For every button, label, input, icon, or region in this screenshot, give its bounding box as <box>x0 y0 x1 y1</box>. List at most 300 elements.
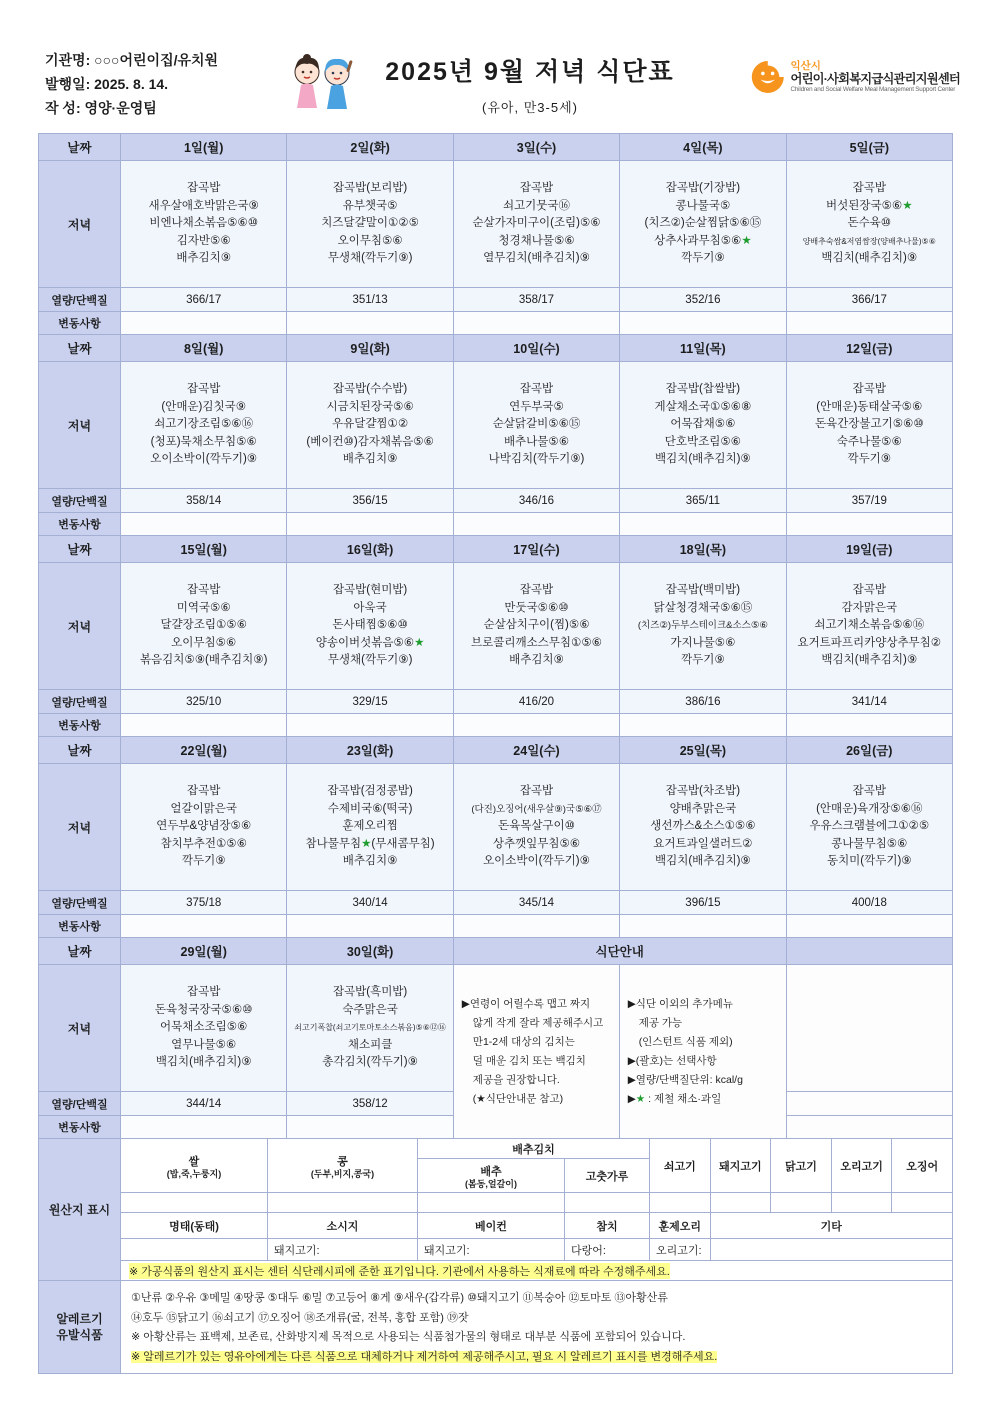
menu-line: 요거트과일샐러드② <box>653 837 753 850</box>
guide-note-line: 제공 가능 <box>638 1016 683 1029</box>
dinner-menu-cell <box>287 563 453 690</box>
change-value-cell <box>121 1116 287 1139</box>
seasonal-star-icon: ★ <box>902 199 913 212</box>
page-title: 2025년 9월 저녁 식단표 <box>385 58 675 86</box>
menu-line: 훈제오리찜 <box>342 820 398 833</box>
menu-line: 잡곡밥 <box>187 785 221 798</box>
guide-note-line: (★식단안내문 참고) <box>472 1092 564 1105</box>
dinner-menu-cell <box>121 362 287 489</box>
menu-line: 잡곡밥(흑미밥) <box>332 986 408 999</box>
dinner-menu-cell <box>454 764 620 891</box>
guide-note-line: ▶(괄호)는 선택사항 <box>627 1054 717 1067</box>
menu-line: 어묵채소조림⑤⑥ <box>160 1021 248 1034</box>
dinner-menu-cell <box>121 161 287 288</box>
origin-header-cell: 훈제오리 <box>650 1213 711 1239</box>
kcal-value-cell: 351/13 <box>287 288 453 312</box>
menu-line: 오이소박이(깍두기)⑨ <box>150 453 258 466</box>
origin-input-cell <box>832 1193 893 1213</box>
kcal-value-cell: 341/14 <box>787 690 953 714</box>
date-header-cell: 16일(화) <box>287 536 453 563</box>
menu-line: 잡곡밥 <box>852 182 886 195</box>
empty-cell <box>787 1092 953 1116</box>
menu-line: 잡곡밥 <box>187 986 221 999</box>
menu-line: 백김치(배추김치)⑨ <box>655 855 751 868</box>
change-value-cell <box>454 513 620 536</box>
menu-line: 어묵잡채⑤⑥ <box>670 418 736 431</box>
change-value-cell <box>121 312 287 335</box>
dinner-row-label: 저녁 <box>39 764 121 891</box>
menu-line: 얼갈이맑은국 <box>170 802 238 815</box>
menu-line: 깍두기⑨ <box>181 855 226 868</box>
origin-input-cell <box>268 1193 418 1213</box>
menu-line: 배추김치⑨ <box>342 855 398 868</box>
menu-line: 순살삼치구이(찜)⑤⑥ <box>483 619 590 632</box>
meal-table <box>38 133 953 1374</box>
menu-line: 브로콜리깨소스무침①⑤⑥ <box>471 636 602 649</box>
origin-header-cell: 명태(동태) <box>121 1213 268 1239</box>
origin-input-cell <box>121 1193 268 1213</box>
kcal-value-cell: 346/16 <box>454 489 620 513</box>
dinner-menu-cell <box>454 362 620 489</box>
kcal-value-cell: 375/18 <box>121 891 287 915</box>
menu-line: 숙주나물⑤⑥ <box>836 435 902 448</box>
week-block <box>39 536 953 737</box>
date-header-cell: 17일(수) <box>454 536 620 563</box>
menu-line: 백김치(배추김치)⑨ <box>655 453 751 466</box>
menu-line: 잡곡밥 <box>187 182 221 195</box>
kcal-value-cell: 366/17 <box>787 288 953 312</box>
guide-note-line: ▶열량/단백질단위: kcal/g <box>627 1073 743 1086</box>
allergy-line: ※ 아황산류는 표백제, 보존료, 산화방지제 목적으로 사용되는 식품첨가물의 형태로 대부분 식품에 포함되어 있습니다. <box>131 1331 686 1343</box>
children-illustration-svg <box>287 52 359 110</box>
dinner-menu-cell <box>620 362 786 489</box>
dinner-menu-cell <box>287 965 453 1092</box>
date-header-cell: 10일(수) <box>454 335 620 362</box>
menu-line: 잡곡밥 <box>187 584 221 597</box>
dinner-row-label: 저녁 <box>39 362 121 489</box>
kcal-value-cell: 345/14 <box>454 891 620 915</box>
dinner-menu-cell <box>787 563 953 690</box>
dinner-menu-cell <box>787 362 953 489</box>
menu-line: 양배추맑은국 <box>669 802 737 815</box>
center-logo <box>750 57 960 97</box>
menu-line: 무생채(깍두기⑨) <box>327 654 413 667</box>
menu-line: 돈수육⑩ <box>847 217 892 230</box>
date-header-cell: 4일(목) <box>620 134 786 161</box>
menu-line: 생선까스&소스①⑤⑥ <box>650 820 756 833</box>
origin-header-subtext: (밥,죽,누룽지) <box>166 1168 222 1179</box>
origin-header-cell: 오리고기 <box>832 1139 893 1193</box>
change-value-cell <box>121 714 287 737</box>
dinner-menu-cell <box>620 764 786 891</box>
dinner-menu-cell <box>121 563 287 690</box>
menu-line: 아욱국 <box>353 601 387 614</box>
menu-line: 잡곡밥 <box>852 584 886 597</box>
menu-line: 총각김치(깍두기)⑨ <box>322 1056 418 1069</box>
kcal-row-label: 열량/단백질 <box>39 288 121 312</box>
week-block <box>39 737 953 938</box>
origin-header-subtext: (봄동,얼갈이) <box>465 1178 517 1189</box>
change-value-cell <box>287 513 453 536</box>
change-value-cell <box>121 513 287 536</box>
menu-line: 청경채나물⑤⑥ <box>498 234 575 247</box>
menu-line: 참나물무침★(무새콤무침) <box>305 837 435 850</box>
kcal-value-cell: 356/15 <box>287 489 453 513</box>
menu-line: 오이소박이(깍두기)⑨ <box>483 855 590 868</box>
origin-value-cell: 돼지고기: <box>268 1239 418 1261</box>
menu-line: 배추나물⑤⑥ <box>503 435 570 448</box>
origin-header-cell: 오징어 <box>892 1139 953 1193</box>
menu-line: 가지나물⑤⑥ <box>670 636 736 649</box>
date-row-label: 날짜 <box>39 335 121 362</box>
guide-note-line: ▶연령이 어릴수록 맵고 짜지 <box>461 997 591 1010</box>
allergy-section <box>39 1281 953 1374</box>
menu-line: 돈육간장불고기⑤⑥⑩ <box>814 418 924 431</box>
menu-line: 오이무침⑤⑥ <box>171 636 237 649</box>
allergy-line <box>131 1348 948 1368</box>
date-header-cell: 22일(월) <box>121 737 287 764</box>
menu-line: (치즈②)두부스테이크&소스⑤⑥ <box>637 620 768 632</box>
origin-header-cell: 배추 (봄동,얼갈이) <box>418 1159 565 1193</box>
kcal-value-cell: 400/18 <box>787 891 953 915</box>
menu-line: 동치미(깍두기)⑨ <box>826 855 912 868</box>
week-block <box>39 938 953 1139</box>
date-header-cell: 8일(월) <box>121 335 287 362</box>
date-header-cell: 1일(월) <box>121 134 287 161</box>
kcal-row-label: 열량/단백질 <box>39 489 121 513</box>
dinner-row-label: 저녁 <box>39 965 121 1092</box>
change-value-cell <box>121 915 287 938</box>
logo-text <box>791 60 960 93</box>
change-value-cell <box>787 714 953 737</box>
menu-line: 볶음김치⑤⑨(배추김치⑨) <box>139 654 268 667</box>
menu-line: 깍두기⑨ <box>847 453 892 466</box>
origin-note-cell <box>121 1261 953 1281</box>
empty-cell <box>787 965 953 1092</box>
change-value-cell <box>287 312 453 335</box>
page-subtitle: (유아, 만3-5세) <box>482 100 578 115</box>
menu-line: 잡곡밥 <box>519 383 554 396</box>
guide-note-line: ▶★ : 제철 채소·과일 <box>627 1092 722 1105</box>
menu-line: (청포)묵채소무침⑤⑥ <box>150 435 257 448</box>
menu-line: 잡곡밥(보리밥) <box>332 182 408 195</box>
date-header-cell: 30일(화) <box>287 938 453 965</box>
guide-note-line: ▶식단 이외의 추가메뉴 <box>627 997 733 1010</box>
menu-line: 콩나물무침⑤⑥ <box>831 837 908 850</box>
origin-header-cell: 고춧가루 <box>565 1159 650 1193</box>
allergy-line: ⑭호두 ⑮닭고기 ⑯쇠고기 ⑰오징어 ⑱조개류(굴, 전복, 홍합 포함) ⑲잣 <box>131 1311 469 1324</box>
dinner-menu-cell <box>787 161 953 288</box>
menu-line: 우유달걀찜①② <box>332 418 409 431</box>
origin-input-cell <box>565 1193 650 1213</box>
change-value-cell <box>620 714 786 737</box>
change-value-cell <box>454 714 620 737</box>
menu-line: (다진)오징어(새우살⑨)국⑤⑥⑰ <box>471 803 602 815</box>
date-header-cell: 25일(목) <box>620 737 786 764</box>
menu-line: 잡곡밥(백미밥) <box>665 584 741 597</box>
week-block <box>39 335 953 536</box>
guide-note-line: 않게 작게 잘라 제공해주시고 <box>472 1016 604 1029</box>
origin-label-text: 원산지 표시 <box>48 1202 111 1217</box>
origin-header-cell: 소시지 <box>268 1213 418 1239</box>
date-header-cell: 18일(목) <box>620 536 786 563</box>
menu-line: 잡곡밥 <box>852 785 886 798</box>
allergy-label <box>39 1281 121 1374</box>
dinner-row-label: 저녁 <box>39 563 121 690</box>
origin-value-cell: 다랑어: <box>565 1239 650 1261</box>
menu-line: 달걀장조림①⑤⑥ <box>160 619 247 632</box>
author-line: 작 성: 영양·운영팀 <box>45 100 157 116</box>
origin-header-cell: 베이컨 <box>418 1213 565 1239</box>
menu-line: 상추사과무침⑤⑥★ <box>654 234 752 247</box>
date-row-label: 날짜 <box>39 134 121 161</box>
menu-line: (베이컨⑩)감자채볶음⑤⑥ <box>306 435 434 448</box>
kcal-row-label: 열량/단백질 <box>39 891 121 915</box>
menu-line: 깍두기⑨ <box>681 654 725 667</box>
menu-line: 양송이버섯볶음⑤⑥★ <box>315 636 425 649</box>
empty-header-cell <box>787 938 953 965</box>
dinner-menu-cell <box>287 161 453 288</box>
publisher-info <box>45 48 218 120</box>
guide-note-line: 만1-2세 대상의 김치는 <box>472 1035 575 1048</box>
kcal-value-cell: 366/17 <box>121 288 287 312</box>
menu-line: 돈육청국장국⑤⑥⑩ <box>154 1003 253 1016</box>
guide-notes-cell <box>454 965 787 1139</box>
menu-line: 수제비국⑥(떡국) <box>327 802 413 815</box>
origin-kimchi-header-cell: 배추김치 <box>418 1139 650 1159</box>
menu-line: 감자맑은국 <box>841 601 898 614</box>
change-value-cell <box>454 312 620 335</box>
dinner-menu-cell <box>454 563 620 690</box>
menu-line: 열무김치(배추김치)⑨ <box>483 252 590 265</box>
origin-value-cell <box>121 1239 268 1261</box>
origin-table <box>121 1139 953 1281</box>
menu-line: 참치부추전①⑤⑥ <box>160 837 247 850</box>
menu-line: 잡곡밥 <box>519 182 554 195</box>
kcal-value-cell: 358/17 <box>454 288 620 312</box>
dinner-menu-cell <box>287 764 453 891</box>
allergy-content <box>121 1281 953 1374</box>
change-value-cell <box>287 915 453 938</box>
allergy-highlight-note: ※ 알레르기가 있는 영유아에게는 다른 식품으로 대체하거나 제거하여 제공해주시고, 필요 시 알레르기 표시를 변경해주세요. <box>131 1350 718 1363</box>
seasonal-star-icon: ★ <box>361 837 372 850</box>
kcal-value-cell: 365/11 <box>620 489 786 513</box>
origin-label <box>39 1139 121 1281</box>
kcal-row-label: 열량/단백질 <box>39 1092 121 1116</box>
menu-line: 시금치된장국⑤⑥ <box>326 400 414 413</box>
menu-line: 나박김치(깍두기⑨) <box>488 453 585 466</box>
kcal-value-cell: 416/20 <box>454 690 620 714</box>
kcal-value-cell: 340/14 <box>287 891 453 915</box>
smiley-logo-icon <box>750 57 786 97</box>
origin-header-cell: 기타 <box>711 1213 953 1239</box>
kcal-value-cell: 352/16 <box>620 288 786 312</box>
change-value-cell <box>787 513 953 536</box>
change-row-label: 변동사항 <box>39 714 121 737</box>
logo-city: 익산시 <box>790 60 821 73</box>
menu-line: 잡곡밥(수수밥) <box>332 383 408 396</box>
dinner-menu-cell <box>121 965 287 1092</box>
origin-section <box>39 1139 953 1281</box>
menu-line: 유부챗국⑤ <box>342 199 398 212</box>
dinner-menu-cell <box>287 362 453 489</box>
menu-line: 무생채(깍두기⑨) <box>327 252 413 265</box>
date-header-cell: 26일(금) <box>787 737 953 764</box>
kcal-value-cell: 357/19 <box>787 489 953 513</box>
kcal-row-label: 열량/단백질 <box>39 690 121 714</box>
menu-line: 잡곡밥(기장밥) <box>665 182 741 195</box>
menu-line: 배추김치⑨ <box>176 252 232 265</box>
menu-line: 돈육목살구이⑩ <box>498 820 575 833</box>
menu-line: 쇠고기장조림⑤⑥⑯ <box>154 418 254 431</box>
logo-english-name: Children and Social Welfare Meal Management Support Center <box>790 86 956 94</box>
publish-date-line: 발행일: 2025. 8. 14. <box>45 76 169 92</box>
menu-line: 치즈달걀말이①②⑤ <box>321 217 419 230</box>
date-header-cell: 23일(화) <box>287 737 453 764</box>
origin-input-cell <box>418 1193 565 1213</box>
change-value-cell <box>787 312 953 335</box>
origin-header-cell: 쇠고기 <box>650 1139 711 1193</box>
change-row-label: 변동사항 <box>39 513 121 536</box>
kcal-value-cell: 325/10 <box>121 690 287 714</box>
dinner-menu-cell <box>121 764 287 891</box>
seasonal-star-icon: ★ <box>414 636 425 649</box>
origin-header-cell: 닭고기 <box>771 1139 832 1193</box>
menu-line: 오이무침⑤⑥ <box>337 234 403 247</box>
change-value-cell <box>287 1116 453 1139</box>
menu-line: 게살채소국①⑤⑥⑧ <box>654 400 752 413</box>
guide-note-line: 제공을 권장합니다. <box>472 1073 560 1086</box>
kcal-value-cell: 358/14 <box>121 489 287 513</box>
origin-header-cell: 돼지고기 <box>711 1139 772 1193</box>
date-header-cell: 9일(화) <box>287 335 453 362</box>
children-illustration <box>287 52 359 115</box>
menu-line: 잡곡밥(검정콩밥) <box>327 785 413 798</box>
change-row-label: 변동사항 <box>39 1116 121 1139</box>
menu-line: 채소피클 <box>347 1038 393 1051</box>
menu-line: 순살가자미구이(조림)⑤⑥ <box>472 217 601 230</box>
menu-line: 상추깻잎무침⑤⑥ <box>492 837 581 850</box>
menu-line: 배추김치⑨ <box>509 654 564 667</box>
weeks-container <box>39 134 953 1139</box>
dinner-menu-cell <box>620 563 786 690</box>
menu-line: 잡곡밥(찹쌀밥) <box>665 383 741 396</box>
date-row-label: 날짜 <box>39 536 121 563</box>
menu-line: 양배추숙쌈&저염쌈장(양배추나물)⑤⑥ <box>802 236 936 246</box>
origin-input-cell <box>771 1193 832 1213</box>
change-value-cell <box>287 714 453 737</box>
menu-line: 잡곡밥 <box>852 383 886 396</box>
origin-input-cell <box>650 1193 711 1213</box>
menu-line: 김자반⑤⑥ <box>176 234 231 247</box>
menu-line: 열무나물⑤⑥ <box>171 1038 237 1051</box>
seasonal-star-icon: ★ <box>741 234 752 247</box>
origin-header-cell: 참치 <box>565 1213 650 1239</box>
date-header-cell: 29일(월) <box>121 938 287 965</box>
empty-cell <box>787 1116 953 1139</box>
menu-line: (안매운)동태살국⑤⑥ <box>816 400 923 413</box>
menu-line: 새우살애호박맑은국⑨ <box>148 199 259 212</box>
origin-value-cell: 돼지고기: <box>418 1239 565 1261</box>
menu-line: 배추김치⑨ <box>342 453 398 466</box>
dinner-menu-cell <box>787 764 953 891</box>
origin-value-cell: 오리고기: <box>650 1239 711 1261</box>
origin-header-cell: 콩 (두부,비지,콩국) <box>268 1139 418 1193</box>
origin-input-cell <box>711 1193 772 1213</box>
menu-line: 요거트파프리카양상추무침② <box>797 636 942 649</box>
origin-header-cell: 쌀 (밥,죽,누룽지) <box>121 1139 268 1193</box>
menu-line: 만둣국⑤⑥⑩ <box>504 601 569 614</box>
guide-left-notes <box>454 965 620 1138</box>
change-value-cell <box>454 915 620 938</box>
kcal-value-cell: 386/16 <box>620 690 786 714</box>
menu-line: 쇠고기채소볶음⑤⑥⑯ <box>814 619 925 632</box>
origin-input-cell <box>892 1193 953 1213</box>
seasonal-star-icon: ★ <box>476 1092 486 1105</box>
menu-line: 잡곡밥(차조밥) <box>665 785 741 798</box>
menu-line: (안매운)육개장⑤⑥⑯ <box>816 802 923 815</box>
menu-line: 백김치(배추김치)⑨ <box>821 252 918 265</box>
menu-line: 단호박조림⑤⑥ <box>664 435 741 448</box>
change-row-label: 변동사항 <box>39 915 121 938</box>
title-block <box>360 52 700 116</box>
menu-line: 깍두기⑨ <box>681 252 725 265</box>
guide-right-notes <box>620 965 786 1138</box>
change-value-cell <box>620 513 786 536</box>
allergy-line: ①난류 ②우유 ③메밀 ④땅콩 ⑤대두 ⑥밀 ⑦고등어 ⑧게 ⑨새우(갑각류) ⑩돼지고기 ⑪복숭아 ⑫토마토 ⑬아황산류 <box>131 1292 668 1304</box>
date-header-cell: 11일(목) <box>620 335 786 362</box>
menu-line: 우유스크램블에그①②⑤ <box>809 820 930 833</box>
kcal-value-cell: 396/15 <box>620 891 786 915</box>
menu-line: 닭살청경채국⑤⑥⑮ <box>653 601 753 614</box>
date-header-cell: 12일(금) <box>787 335 953 362</box>
date-header-cell: 2일(화) <box>287 134 453 161</box>
change-row-label: 변동사항 <box>39 312 121 335</box>
menu-line: 쇠고기폭찹(쇠고기토마토소스볶음)⑤⑥⑫⑯ <box>294 1023 446 1033</box>
guide-note-line: (인스턴트 식품 제외) <box>638 1035 733 1048</box>
origin-note: ※ 가공식품의 원산지 표시는 센터 식단레시피에 준한 표기입니다. 기관에서 사용하는 식재료에 따라 수정해주세요. <box>129 1263 670 1279</box>
dinner-row-label: 저녁 <box>39 161 121 288</box>
menu-line: 돈사태찜⑤⑥⑩ <box>332 619 408 632</box>
dinner-menu-cell <box>454 161 620 288</box>
menu-line: (치즈②)순살찜닭⑤⑥⑮ <box>644 217 762 230</box>
menu-line: 잡곡밥(현미밥) <box>332 584 408 597</box>
menu-line: 숙주맑은국 <box>342 1003 398 1016</box>
menu-line: 잡곡밥 <box>519 785 554 798</box>
guide-note-line: 덜 매운 김치 또는 백김치 <box>472 1054 586 1067</box>
org-name-line: 기관명: ○○○어린이집/유치원 <box>45 52 219 68</box>
week-block <box>39 134 953 335</box>
menu-line: 백김치(배추김치)⑨ <box>821 654 918 667</box>
menu-line: 버섯된장국⑤⑥★ <box>826 199 913 212</box>
menu-line: 연두부국⑤ <box>509 400 564 413</box>
origin-value-cell <box>711 1239 953 1261</box>
seasonal-star-icon: ★ <box>635 1092 646 1105</box>
guide-title-cell: 식단안내 <box>454 938 787 965</box>
date-header-cell: 3일(수) <box>454 134 620 161</box>
menu-line: 연두부&양념장⑤⑥ <box>156 820 252 833</box>
menu-line: 백김치(배추김치)⑨ <box>155 1056 252 1069</box>
dinner-menu-cell <box>620 161 786 288</box>
change-value-cell <box>620 915 786 938</box>
origin-header-subtext: (두부,비지,콩국) <box>310 1168 375 1179</box>
menu-line: 콩나물국⑤ <box>675 199 731 212</box>
menu-line: 잡곡밥 <box>187 383 221 396</box>
logo-center-name: 어린이·사회복지급식관리지원센터 <box>790 72 960 87</box>
date-header-cell: 19일(금) <box>787 536 953 563</box>
change-value-cell <box>620 312 786 335</box>
menu-line: (안매운)김칫국⑨ <box>161 400 246 413</box>
